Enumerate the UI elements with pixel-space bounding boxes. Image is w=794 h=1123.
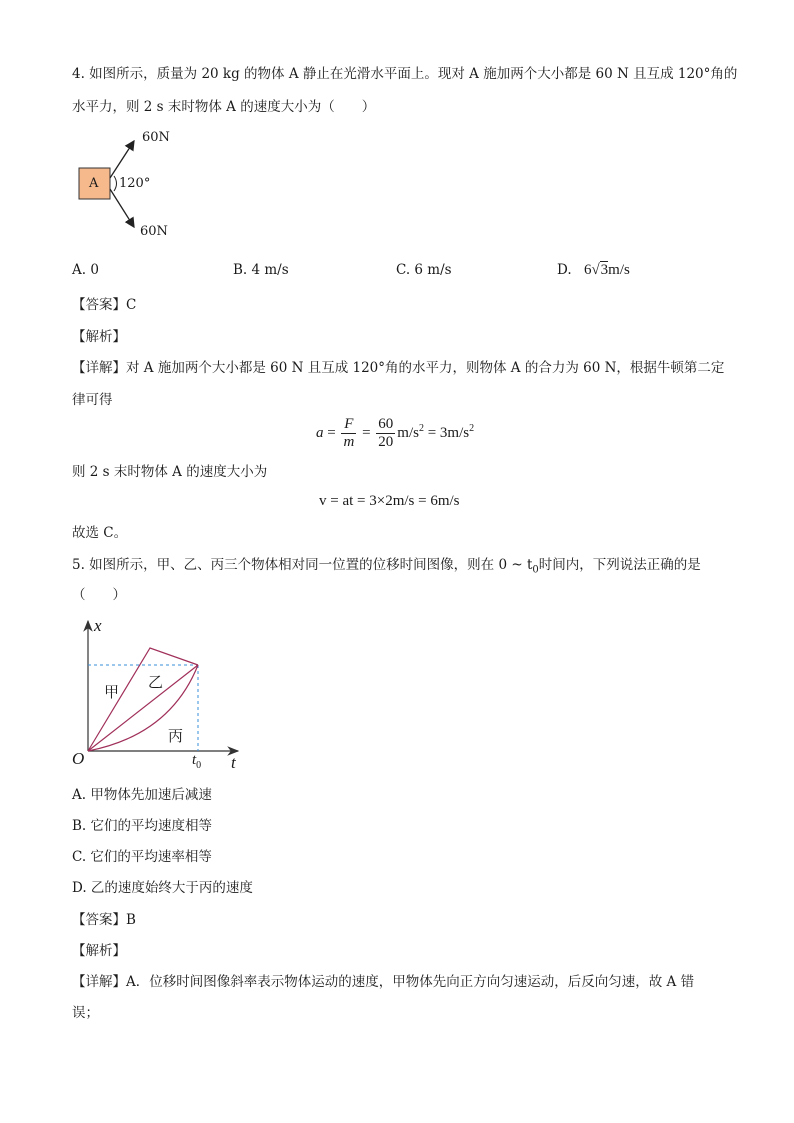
eq1-result: = 3m/s	[427, 425, 470, 441]
label-bing: 丙	[168, 727, 184, 745]
q4-option-b: B. 4 m/s	[233, 262, 289, 278]
q5-option-d: D. 乙的速度始终大于丙的速度	[72, 880, 253, 896]
q5-option-b: B. 它们的平均速度相等	[72, 818, 213, 834]
angle-label: 120°	[119, 176, 151, 191]
q5-option-a: A. 甲物体先加速后减速	[72, 787, 212, 803]
q4-detail-line3: 则 2 s 末时物体 A 的速度大小为	[72, 464, 268, 480]
q5-option-c: C. 它们的平均速率相等	[72, 849, 212, 865]
q5-answer: 【答案】B	[72, 912, 136, 928]
q5-stem-line1: 5. 如图所示，甲、乙、丙三个物体相对同一位置的位移时间图像，则在 0 ~ $t_0$时间内，下列说法正确的是	[72, 557, 701, 576]
angle-arc	[114, 176, 117, 191]
force-top-arrow	[110, 141, 134, 178]
label-jia: 甲	[104, 683, 120, 701]
q4-detail-line1: 【详解】对 A 施加两个大小都是 60 N 且互成 120°角的水平力，则物体 A 的合力为 60 N，根据牛顿第二定	[72, 360, 725, 376]
graph-t0-label: $t_0$	[192, 752, 202, 771]
label-yi: 乙	[148, 673, 164, 691]
force-top-label: 60N	[142, 130, 170, 145]
q5-detail-line1: 【详解】A．位移时间图像斜率表示物体运动的速度，甲物体先向正方向匀速运动，后反向匀速，故 A 错	[72, 974, 695, 990]
q4-answer: 【答案】C	[72, 297, 137, 313]
eq1-lhs: a	[316, 425, 324, 441]
q4-option-d-unit: m/s	[608, 262, 630, 278]
eq1-fraction-f-over-m: $\frac{F}{m}$	[343, 416, 355, 451]
q4-conclusion: 故选 C。	[72, 525, 128, 541]
q4-equation-2: v = at = 3×2m/s = 6m/s	[319, 493, 460, 509]
q4-option-d-coef: 6	[583, 262, 592, 278]
q4-option-d-prefix: D.	[557, 262, 572, 278]
q4-stem-line2: 水平力，则 2 s 末时物体 A 的速度大小为（ ）	[72, 99, 376, 115]
q4-option-d-radicand: 3	[600, 262, 609, 278]
q5-stem-line2: （ ）	[72, 587, 126, 603]
q4-detail-line2: 律可得	[72, 392, 113, 408]
q5-analysis-heading: 【解析】	[72, 943, 126, 959]
q5-detail-line2: 误；	[72, 1005, 99, 1021]
eq1-fraction-60-over-20: $\frac{60}{20}$	[378, 416, 394, 451]
force-bottom-arrow	[110, 189, 134, 227]
q4-stem-line1: 4. 如图所示，质量为 20 kg 的物体 A 静止在光滑水平面上。现对 A 施加两个大小都是 60 N 且互成 120°角的	[72, 66, 738, 82]
q4-option-d: D. 6√3m/s	[557, 262, 630, 278]
q4-equation-1: a = $\frac{F}{m}$ = $\frac{60}{20}$ $m/s^2 = 3m/s^2$	[316, 416, 475, 451]
force-bottom-label: 60N	[140, 224, 168, 239]
q5-xt-graph	[70, 615, 250, 775]
graph-origin-label: O	[72, 749, 85, 768]
q4-option-c: C. 6 m/s	[396, 262, 452, 278]
eq1-unit: m/s	[397, 425, 419, 441]
graph-x-label: t	[231, 753, 236, 772]
block-label: A	[89, 176, 99, 191]
q4-analysis-heading: 【解析】	[72, 329, 126, 345]
graph-y-label: x	[94, 616, 102, 635]
q4-option-a: A. 0	[72, 262, 99, 278]
